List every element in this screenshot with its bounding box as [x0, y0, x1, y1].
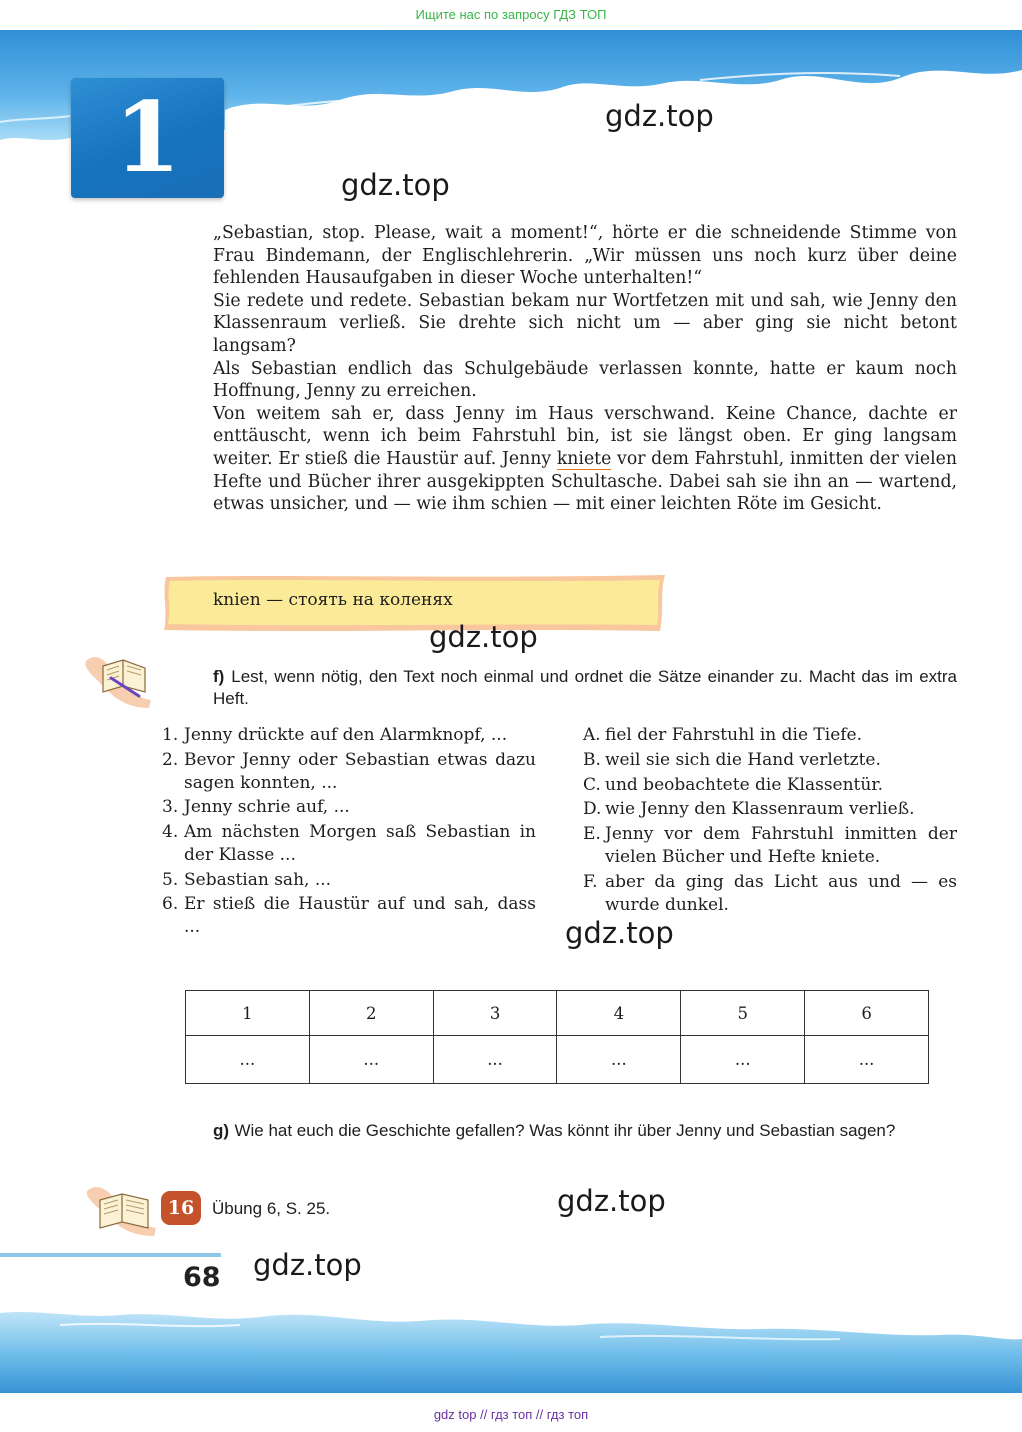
- list-item: [583, 798, 957, 821]
- table-header-cell: 1: [186, 991, 310, 1036]
- item-text: und beobachtete die Klassentür.: [605, 774, 883, 795]
- list-item: [162, 893, 536, 939]
- task-text: Wie hat euch die Geschichte gefallen? Was könnt ihr über Jenny und Sebastian sagen?: [234, 1121, 896, 1140]
- list-item: [162, 724, 536, 747]
- watermark: gdz.top: [565, 916, 674, 950]
- list-item: [583, 724, 957, 747]
- item-text: weil sie sich die Hand verletzte.: [605, 749, 881, 770]
- item-letter: E.: [583, 824, 601, 845]
- item-letter: F.: [583, 871, 598, 892]
- story-text: [213, 222, 957, 516]
- item-text: Jenny vor dem Fahrstuhl inmitten der vielen Bücher und Hefte kniete.: [605, 824, 957, 868]
- item-text: aber da ging das Licht aus und — es wurde dunkel.: [605, 871, 957, 915]
- answer-table: [185, 990, 929, 1084]
- page-number: 68: [183, 1262, 221, 1293]
- item-text: wie Jenny den Klassenraum verließ.: [605, 799, 915, 820]
- item-text: Jenny drückte auf den Alarmknopf, ...: [184, 725, 508, 745]
- item-text: Am nächsten Morgen saß Sebastian in der Klasse ...: [184, 822, 536, 866]
- watermark: gdz.top: [341, 168, 450, 202]
- story-paragraph: Als Sebastian endlich das Schulgebäude verlassen konnte, hatte er kaum noch Hoffnung, Jenny zu erreichen.: [213, 358, 957, 402]
- watermark: gdz.top: [253, 1248, 362, 1282]
- search-hint: Ищите нас по запросу ГДЗ ТОП: [415, 7, 607, 22]
- book-quill-icon: [83, 652, 155, 710]
- table-cell: ...: [433, 1036, 557, 1084]
- table-header-cell: 4: [557, 991, 681, 1036]
- item-number: 3.: [162, 797, 179, 818]
- sentence-beginnings-list: [162, 724, 536, 941]
- table-header-row: [186, 991, 929, 1036]
- item-number: 6.: [162, 894, 179, 915]
- list-item: [583, 749, 957, 772]
- item-number: 2.: [162, 749, 179, 770]
- item-number: 5.: [162, 869, 179, 890]
- unit-badge: [71, 78, 224, 198]
- list-item: [162, 749, 536, 795]
- list-item: [583, 871, 957, 917]
- watermark: gdz.top: [557, 1184, 666, 1218]
- table-header-cell: 2: [309, 991, 433, 1036]
- table-cell: ...: [557, 1036, 681, 1084]
- workbook-exercise-ref: Übung 6, S. 25.: [212, 1199, 331, 1218]
- list-item: [583, 774, 957, 797]
- item-letter: C.: [583, 774, 601, 795]
- vocab-entry: knien — стоять на коленях: [213, 590, 453, 610]
- item-text: fiel der Fahrstuhl in die Tiefe.: [605, 725, 863, 745]
- story-text-segment: vor dem Fahrstuhl, inmitten der vielen Hefte und Bücher ihrer ausgekippten Schultasche. Dabei sah sie ihn an — wartend, etwas unsicher, und — wie ihm schien — mit einer leichten Röte im Gesicht.: [213, 448, 957, 515]
- footer-links: gdz top // гдз топ // гдз топ: [433, 1407, 589, 1422]
- open-book-icon: [84, 1184, 160, 1238]
- bottom-sky-banner: [0, 1285, 1022, 1400]
- vocab-highlighted-word: kniete: [556, 448, 612, 469]
- task-f-instruction: [213, 666, 957, 710]
- task-letter: g): [213, 1121, 230, 1140]
- watermark: gdz.top: [429, 620, 538, 654]
- item-letter: B.: [583, 749, 601, 770]
- workbook-badge: 16: [161, 1191, 201, 1225]
- table-cell: ...: [186, 1036, 310, 1084]
- task-g-instruction: [213, 1120, 957, 1142]
- table-header-cell: 3: [433, 991, 557, 1036]
- task-letter: f): [213, 667, 225, 686]
- story-text-segment: Von weitem sah er, dass Jenny im Haus verschwand. Keine Chance, dachte er enttäuscht, wenn ich beim Fahrstuhl bin, ist sie längst oben. Er ging langsam weiter. Er stieß die Haustür auf. Jenny: [213, 403, 957, 469]
- table-cell: ...: [681, 1036, 805, 1084]
- unit-number: 1: [114, 81, 181, 194]
- item-letter: D.: [583, 799, 602, 820]
- table-row: [186, 1036, 929, 1084]
- table-cell: ...: [309, 1036, 433, 1084]
- item-text: Jenny schrie auf, ...: [184, 797, 350, 818]
- story-paragraph: [213, 403, 957, 516]
- list-item: [162, 869, 536, 892]
- list-item: [162, 821, 536, 867]
- item-number: 4.: [162, 822, 179, 843]
- item-number: 1.: [162, 725, 179, 745]
- sentence-endings-list: [583, 724, 957, 919]
- table-header-cell: 5: [681, 991, 805, 1036]
- task-text: Lest, wenn nötig, den Text noch einmal und ordnet die Sätze einander zu. Macht das im extra Heft.: [213, 667, 957, 708]
- story-paragraph: „Sebastian, stop. Please, wait a moment!“, hörte er die schneidende Stimme von Frau Bindemann, der Englischlehrerin. „Wir müssen uns noch kurz über deine fehlenden Hausaufgaben in dieser Woche unterhalten!“: [213, 223, 957, 289]
- list-item: [162, 796, 536, 819]
- page-number-rule: [0, 1253, 221, 1257]
- table-header-cell: 6: [805, 991, 929, 1036]
- item-text: Er stieß die Haustür auf und sah, dass ...: [184, 894, 536, 938]
- story-paragraph: Sie redete und redete. Sebastian bekam nur Wortfetzen mit und sah, wie Jenny den Klassenraum verließ. Sie drehte sich nicht um — aber ging sie nicht betont langsam?: [213, 290, 957, 356]
- watermark: gdz.top: [605, 99, 714, 133]
- list-item: [583, 823, 957, 869]
- item-text: Sebastian sah, ...: [184, 869, 332, 890]
- table-cell: ...: [805, 1036, 929, 1084]
- item-letter: A.: [583, 725, 601, 745]
- item-text: Bevor Jenny oder Sebastian etwas dazu sagen konnten, ...: [184, 749, 536, 793]
